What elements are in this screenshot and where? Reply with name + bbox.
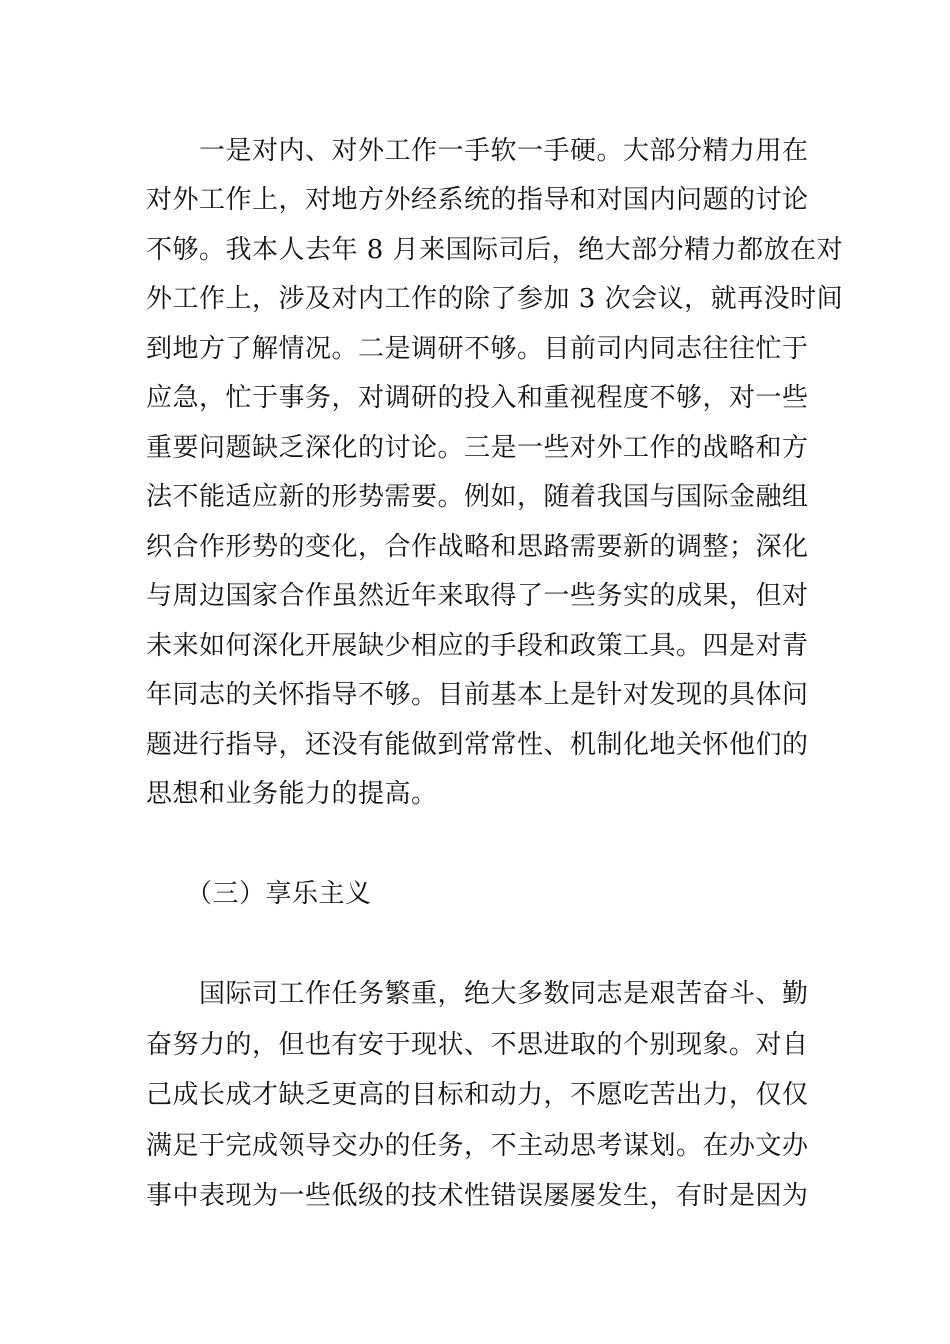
- paragraph-2-line-2: 奋努力的，但也有安于现状、不思进取的个别现象。对自: [146, 1030, 809, 1060]
- paragraph-1-line-4: 外工作上，涉及对内工作的除了参加 3 次会议，就再没时间: [146, 284, 844, 314]
- paragraph-1-line-13: 题进行指导，还没有能做到常常性、机制化地关怀他们的: [146, 730, 809, 760]
- paragraph-2-line-1: 国际司工作任务繁重，绝大多数同志是艰苦奋斗、勤: [146, 979, 809, 1009]
- paragraph-1-line-3: 不够。我本人去年 8 月来国际司后，绝大部分精力都放在对: [146, 235, 844, 265]
- paragraph-2-line-3: 己成长成才缺乏更高的目标和动力，不愿吃苦出力，仅仅: [146, 1080, 809, 1110]
- paragraph-1-line-7: 重要问题缺乏深化的讨论。三是一些对外工作的战略和方: [146, 433, 809, 463]
- paragraph-1-line-6: 应急，忙于事务，对调研的投入和重视程度不够，对一些: [146, 383, 809, 413]
- paragraph-1-line-11: 未来如何深化开展缺少相应的手段和政策工具。四是对青: [146, 631, 809, 661]
- paragraph-1-line-8: 法不能适应新的形势需要。例如，随着我国与国际金融组: [146, 482, 809, 512]
- paragraph-1-line-1: 一是对内、对外工作一手软一手硬。大部分精力用在: [146, 136, 809, 166]
- paragraph-1-line-9: 织合作形势的变化，合作战略和思路需要新的调整；深化: [146, 532, 809, 562]
- paragraph-1-line-12: 年同志的关怀指导不够。目前基本上是针对发现的具体问: [146, 680, 809, 710]
- paragraph-1-line-10: 与周边国家合作虽然近年来取得了一些务实的成果，但对: [146, 581, 809, 611]
- paragraph-1-line-2: 对外工作上，对地方外经系统的指导和对国内问题的讨论: [146, 185, 809, 215]
- paragraph-2-line-4: 满足于完成领导交办的任务，不主动思考谋划。在办文办: [146, 1131, 809, 1161]
- paragraph-1-line-14: 思想和业务能力的提高。: [146, 779, 438, 809]
- section-heading: （三）享乐主义: [146, 879, 372, 909]
- paragraph-2-line-5: 事中表现为一些低级的技术性错误屡屡发生，有时是因为: [146, 1181, 809, 1211]
- paragraph-1-line-5: 到地方了解情况。二是调研不够。目前司内同志往往忙于: [146, 334, 809, 364]
